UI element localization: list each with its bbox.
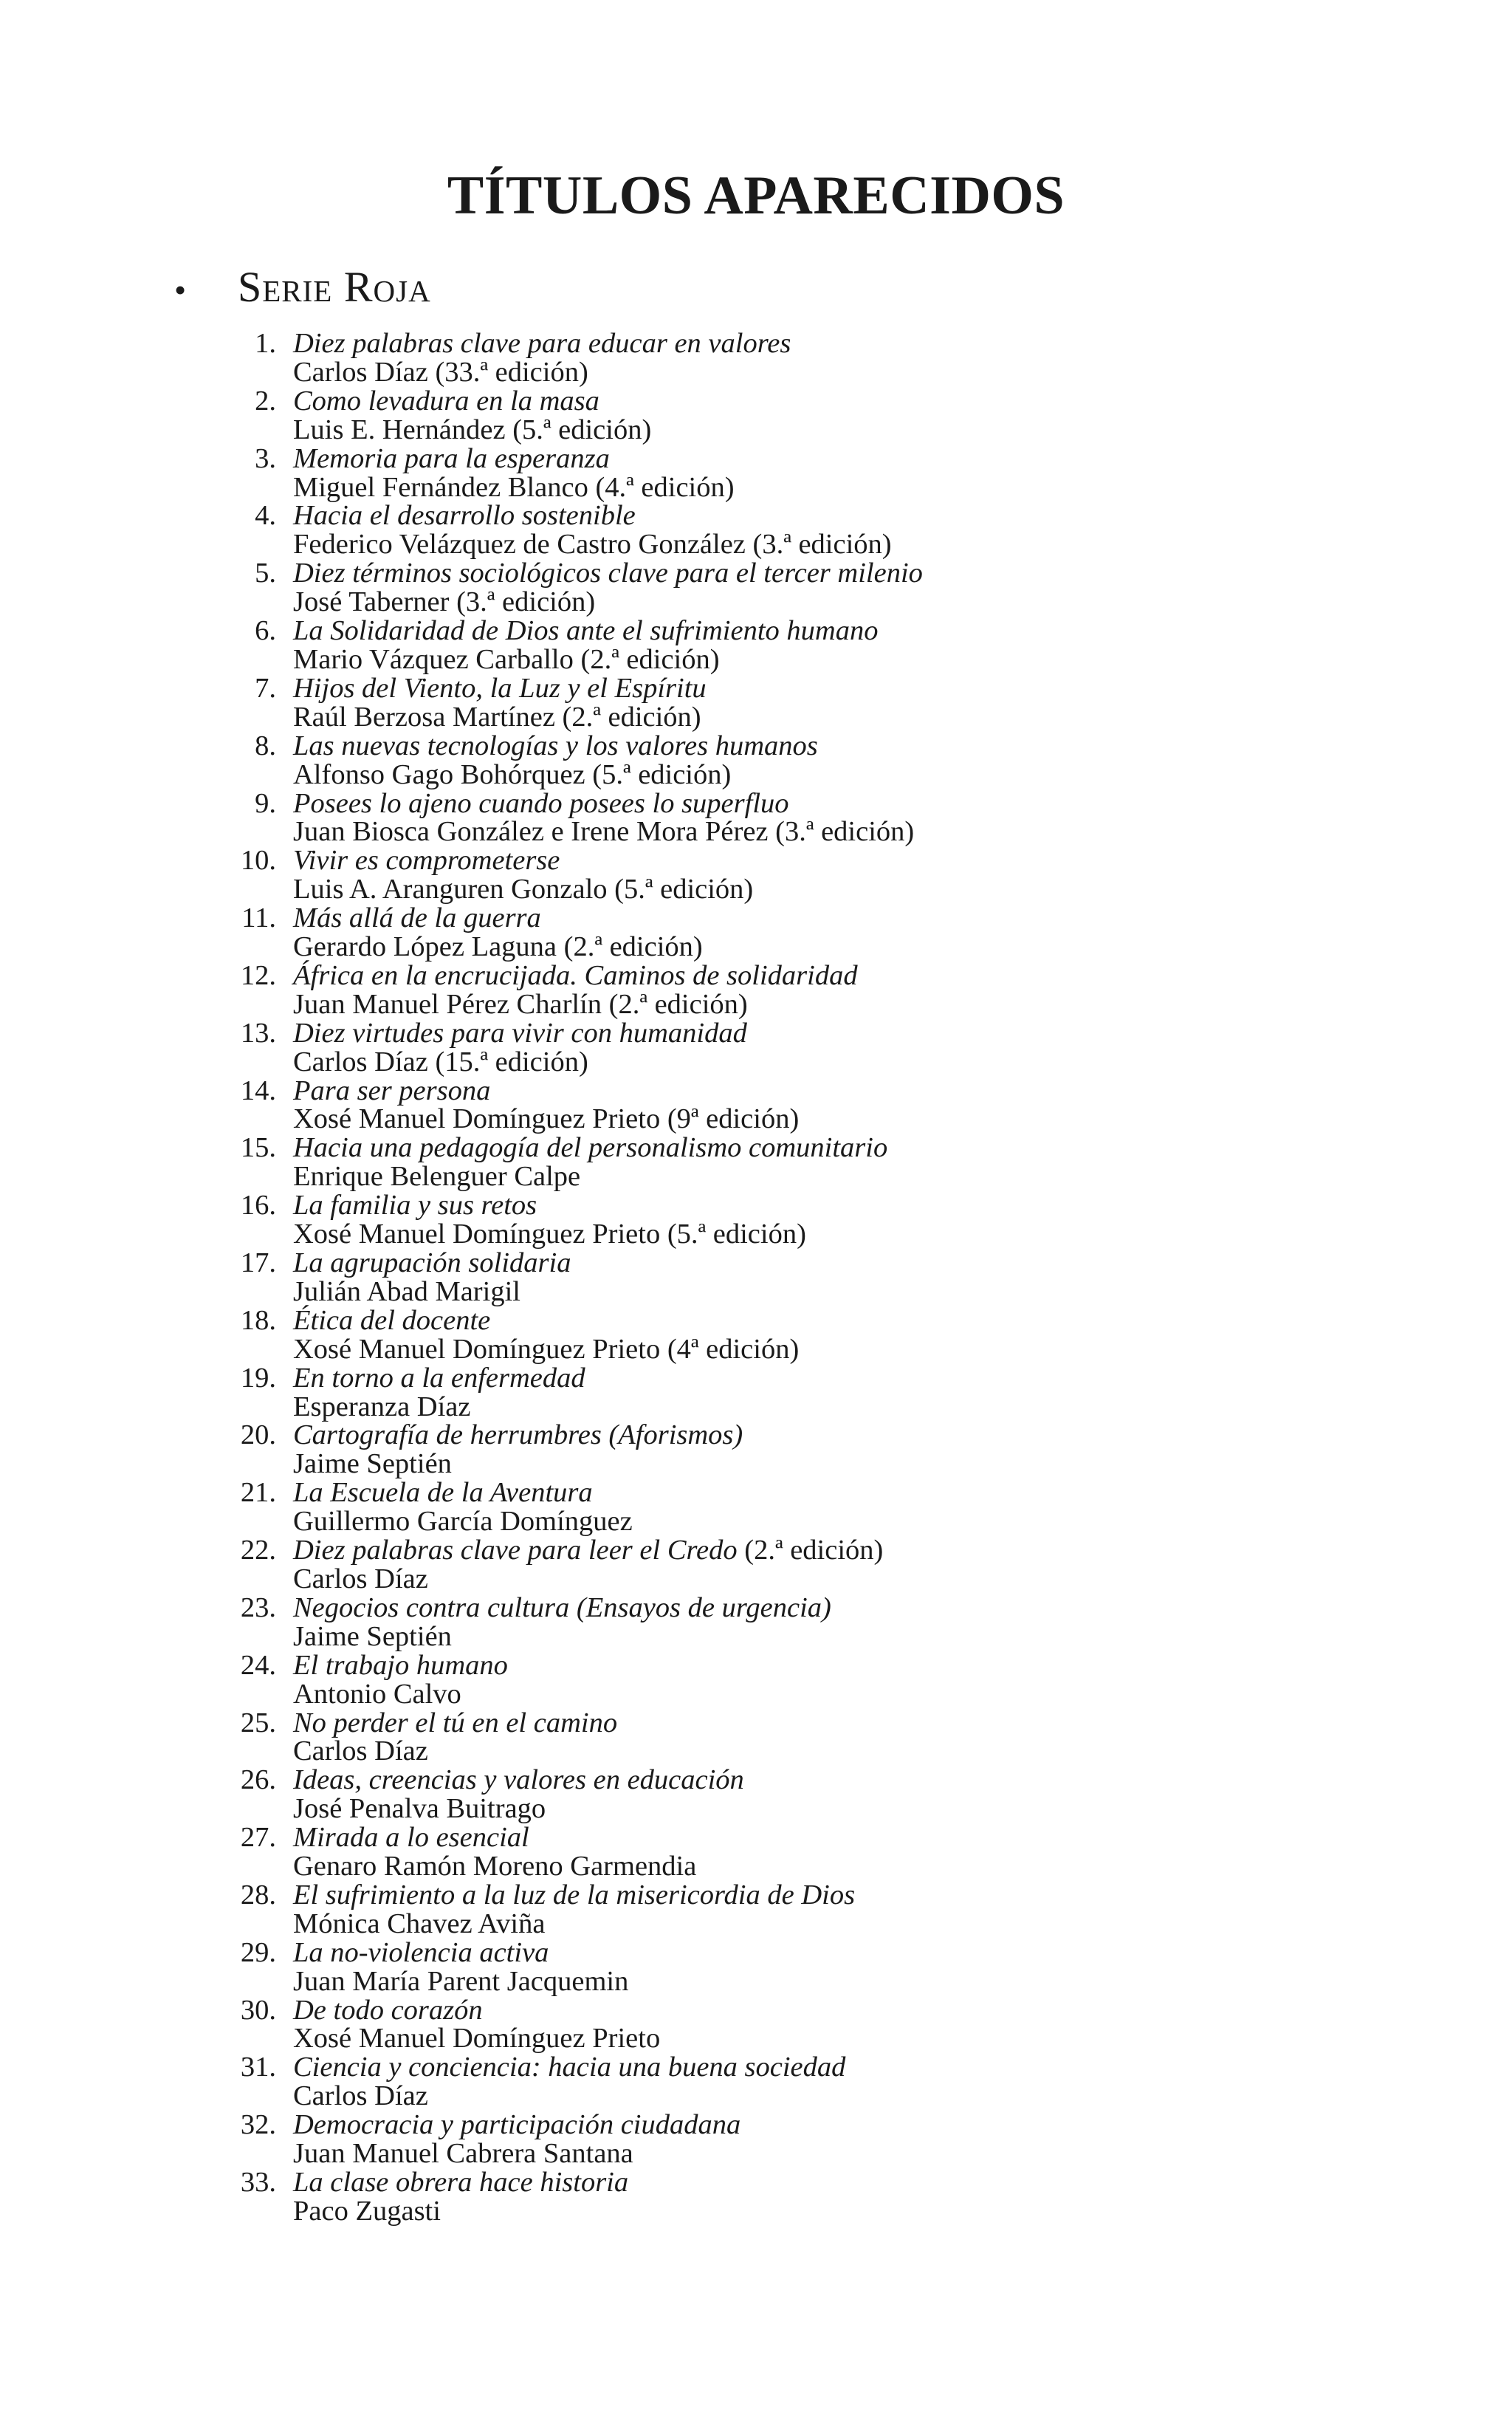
book-title: Diez palabras clave para leer el Credo <box>293 1535 738 1566</box>
book-title: La clase obrera hace historia <box>293 2167 629 2198</box>
book-title: Diez virtudes para vivir con humanidad <box>293 1017 747 1049</box>
book-title: Ética del docente <box>293 1304 491 1336</box>
list-item <box>221 2111 923 2168</box>
entry-number: 33. <box>240 2167 276 2198</box>
book-author: Juan Biosca González e Irene Mora Pérez (3.ª edición) <box>293 816 915 848</box>
book-author: Carlos Díaz (33.ª edición) <box>293 356 588 388</box>
list-item <box>221 846 923 904</box>
book-title: Ideas, creencias y valores en educación <box>293 1764 744 1796</box>
entry-number: 22. <box>240 1535 276 1566</box>
book-author: José Taberner (3.ª edición) <box>293 586 596 618</box>
book-title: La Solidaridad de Dios ante el sufrimiento humano <box>293 615 879 647</box>
list-item <box>221 1134 923 1191</box>
list-item <box>221 1881 923 1939</box>
book-author: Antonio Calvo <box>293 1678 461 1710</box>
entry-number: 32. <box>240 2109 276 2141</box>
list-item <box>221 1478 923 1536</box>
entry-number: 27. <box>240 1822 276 1854</box>
book-author: Miguel Fernández Blanco (4.ª edición) <box>293 471 735 503</box>
entry-number: 1. <box>255 328 276 359</box>
list-item <box>221 1651 923 1709</box>
entry-title-line <box>293 1996 923 2025</box>
entry-title-line <box>293 1306 923 1335</box>
list-item <box>221 387 923 445</box>
book-author: Juan María Parent Jacquemin <box>293 1965 629 1997</box>
book-author: Luis A. Aranguren Gonzalo (5.ª edición) <box>293 874 754 905</box>
entry-title-line <box>293 329 923 358</box>
book-title: Negocios contra cultura (Ensayos de urgencia) <box>293 1591 831 1623</box>
entry-number: 29. <box>240 1936 276 1968</box>
book-author: Carlos Díaz <box>293 1563 428 1594</box>
book-author: Jaime Septién <box>293 1448 452 1480</box>
book-author: Guillermo García Domínguez <box>293 1506 633 1538</box>
book-title: La Escuela de la Aventura <box>293 1477 593 1509</box>
book-author: Genaro Ramón Moreno Garmendia <box>293 1851 697 1882</box>
entry-title-line <box>293 442 923 474</box>
list-item <box>221 617 923 674</box>
list-item <box>221 1536 923 1594</box>
book-author: Carlos Díaz <box>293 2080 428 2112</box>
book-author: Xosé Manuel Domínguez Prieto <box>293 2023 661 2055</box>
book-title: No perder el tú en el camino <box>293 1707 618 1738</box>
entry-title-line <box>293 732 923 761</box>
book-author: Luis E. Hernández (5.ª edición) <box>293 414 652 445</box>
entry-title-line <box>293 2168 923 2197</box>
book-title: Memoria para la esperanza <box>293 442 610 474</box>
book-title: Posees lo ajeno cuando posees lo superfluo <box>293 787 789 819</box>
book-author: Mónica Chavez Aviña <box>293 1908 546 1939</box>
book-author: Juan Manuel Cabrera Santana <box>293 2138 633 2170</box>
book-title: Cartografía de herrumbres (Aforismos) <box>293 1419 743 1451</box>
book-author: Carlos Díaz <box>293 1735 428 1767</box>
book-title: La agrupación solidaria <box>293 1247 571 1278</box>
book-title: La no-violencia activa <box>293 1936 549 1968</box>
list-item <box>221 732 923 789</box>
list-item <box>221 1249 923 1306</box>
title-list <box>221 329 923 2226</box>
page-title: TÍTULOS APARECIDOS <box>447 165 1065 226</box>
entry-title-line <box>293 904 923 933</box>
entry-title-line <box>293 1077 923 1106</box>
list-item <box>221 674 923 732</box>
book-title: De todo corazón <box>293 1994 483 2026</box>
book-author: Gerardo López Laguna (2.ª edición) <box>293 931 703 963</box>
entry-number: 16. <box>240 1190 276 1221</box>
series-heading <box>174 263 431 311</box>
entry-number: 11. <box>241 902 276 934</box>
list-item <box>221 959 923 1020</box>
entry-title-line <box>293 1249 923 1278</box>
entry-number: 28. <box>240 1879 276 1911</box>
entry-number: 31. <box>240 2052 276 2083</box>
entry-title-line <box>293 1651 923 1680</box>
book-title: Diez términos sociológicos clave para el tercer milenio <box>293 558 923 589</box>
book-author: Federico Velázquez de Castro González (3.ª edición) <box>293 529 892 561</box>
list-item <box>221 1709 923 1767</box>
entry-title-line <box>293 1421 923 1450</box>
entry-number: 19. <box>240 1362 276 1394</box>
list-item <box>221 1766 923 1823</box>
list-item <box>221 1421 923 1478</box>
entry-title-line <box>293 1591 923 1623</box>
list-item <box>221 559 923 617</box>
list-item <box>221 329 923 387</box>
series-name: Serie Roja <box>238 263 431 311</box>
book-title: África en la encrucijada. Caminos de solidaridad <box>293 959 858 991</box>
entry-title-line <box>293 1478 923 1507</box>
entry-title-line <box>293 1134 923 1162</box>
book-author: Mario Vázquez Carballo (2.ª edición) <box>293 643 720 675</box>
book-author: Xosé Manuel Domínguez Prieto (5.ª edición) <box>293 1219 806 1250</box>
book-author: Enrique Belenguer Calpe <box>293 1161 581 1193</box>
book-author: Jaime Septién <box>293 1620 452 1652</box>
entry-number: 12. <box>240 959 276 991</box>
entry-number: 9. <box>255 787 276 819</box>
book-title: El trabajo humano <box>293 1649 508 1681</box>
list-item <box>221 789 923 847</box>
list-item <box>221 1591 923 1652</box>
entry-number: 18. <box>240 1304 276 1336</box>
entry-title-line <box>293 1881 923 1910</box>
book-author: José Penalva Buitrago <box>293 1793 546 1825</box>
book-author: Xosé Manuel Domínguez Prieto (9ª edición) <box>293 1103 800 1135</box>
entry-title-line <box>293 1019 923 1048</box>
list-item <box>221 1996 923 2054</box>
entry-number: 26. <box>240 1764 276 1796</box>
book-title: Como levadura en la masa <box>293 385 599 417</box>
list-item <box>221 501 923 559</box>
book-title: Mirada a lo esencial <box>293 1822 529 1854</box>
entry-number: 21. <box>240 1477 276 1509</box>
edition-note: (2.ª edición) <box>737 1535 884 1566</box>
book-title: Democracia y participación ciudadana <box>293 2109 741 2141</box>
book-author: Esperanza Díaz <box>293 1391 471 1422</box>
book-author: Alfonso Gago Bohórquez (5.ª edición) <box>293 758 732 790</box>
entry-number: 5. <box>255 558 276 589</box>
entry-number: 23. <box>240 1591 276 1623</box>
entry-number: 17. <box>240 1247 276 1278</box>
entry-number: 8. <box>255 730 276 761</box>
entry-number: 6. <box>255 615 276 647</box>
entry-number: 4. <box>255 500 276 532</box>
entry-title-line <box>293 1823 923 1852</box>
entry-number: 2. <box>255 385 276 417</box>
entry-number: 30. <box>240 1994 276 2026</box>
book-title: Ciencia y conciencia: hacia una buena sociedad <box>293 2052 846 2083</box>
entry-title-line <box>293 2111 923 2139</box>
bullet-icon: • <box>174 271 187 309</box>
entry-title-line <box>293 559 923 588</box>
book-author: Julián Abad Marigil <box>293 1275 520 1307</box>
book-author: Juan Manuel Pérez Charlín (2.ª edición) <box>293 988 748 1020</box>
list-item <box>221 1019 923 1077</box>
book-author: Carlos Díaz (15.ª edición) <box>293 1046 588 1077</box>
entry-title-line <box>293 1936 923 1968</box>
list-item <box>221 1191 923 1249</box>
list-item <box>221 1077 923 1134</box>
book-title: Hijos del Viento, la Luz y el Espíritu <box>293 672 707 704</box>
book-title: Las nuevas tecnologías y los valores humanos <box>293 730 818 761</box>
entry-number: 15. <box>240 1132 276 1164</box>
list-item <box>221 904 923 962</box>
entry-number: 13. <box>240 1017 276 1049</box>
entry-title-line <box>293 959 923 991</box>
entry-number: 25. <box>240 1707 276 1738</box>
list-item <box>221 1936 923 1997</box>
book-title: Hacia una pedagogía del personalismo comunitario <box>293 1132 888 1164</box>
book-author: Raúl Berzosa Martínez (2.ª edición) <box>293 701 701 733</box>
entry-title-line <box>293 2053 923 2082</box>
list-item <box>221 442 923 503</box>
entry-number: 24. <box>240 1649 276 1681</box>
book-author: Paco Zugasti <box>293 2195 441 2227</box>
book-title: Diez palabras clave para educar en valores <box>293 328 791 359</box>
list-item <box>221 2053 923 2111</box>
list-item <box>221 1364 923 1422</box>
book-title: Más allá de la guerra <box>293 902 541 934</box>
entry-title-line <box>293 1766 923 1795</box>
entry-number: 7. <box>255 672 276 704</box>
book-title: Vivir es comprometerse <box>293 845 560 877</box>
list-item <box>221 2168 923 2226</box>
entry-number: 10. <box>240 845 276 877</box>
entry-title-line <box>293 501 923 530</box>
book-title: La familia y sus retos <box>293 1190 537 1221</box>
entry-title-line <box>293 387 923 416</box>
entry-number: 20. <box>240 1419 276 1451</box>
entry-number: 3. <box>255 442 276 474</box>
entry-title-line <box>293 846 923 875</box>
book-title: Para ser persona <box>293 1075 491 1106</box>
book-author: Xosé Manuel Domínguez Prieto (4ª edición) <box>293 1333 800 1365</box>
list-item <box>221 1306 923 1364</box>
entry-title-line <box>293 1364 923 1393</box>
entry-title-line <box>293 1191 923 1220</box>
entry-number: 14. <box>240 1075 276 1106</box>
entry-title-line <box>293 1709 923 1738</box>
book-title: Hacia el desarrollo sostenible <box>293 500 636 532</box>
book-title: En torno a la enfermedad <box>293 1362 585 1394</box>
entry-title-line <box>293 789 923 818</box>
entry-title-line <box>293 617 923 645</box>
entry-title-line <box>293 1536 923 1565</box>
list-item <box>221 1823 923 1881</box>
book-title: El sufrimiento a la luz de la misericordia de Dios <box>293 1879 856 1911</box>
entry-title-line <box>293 674 923 703</box>
